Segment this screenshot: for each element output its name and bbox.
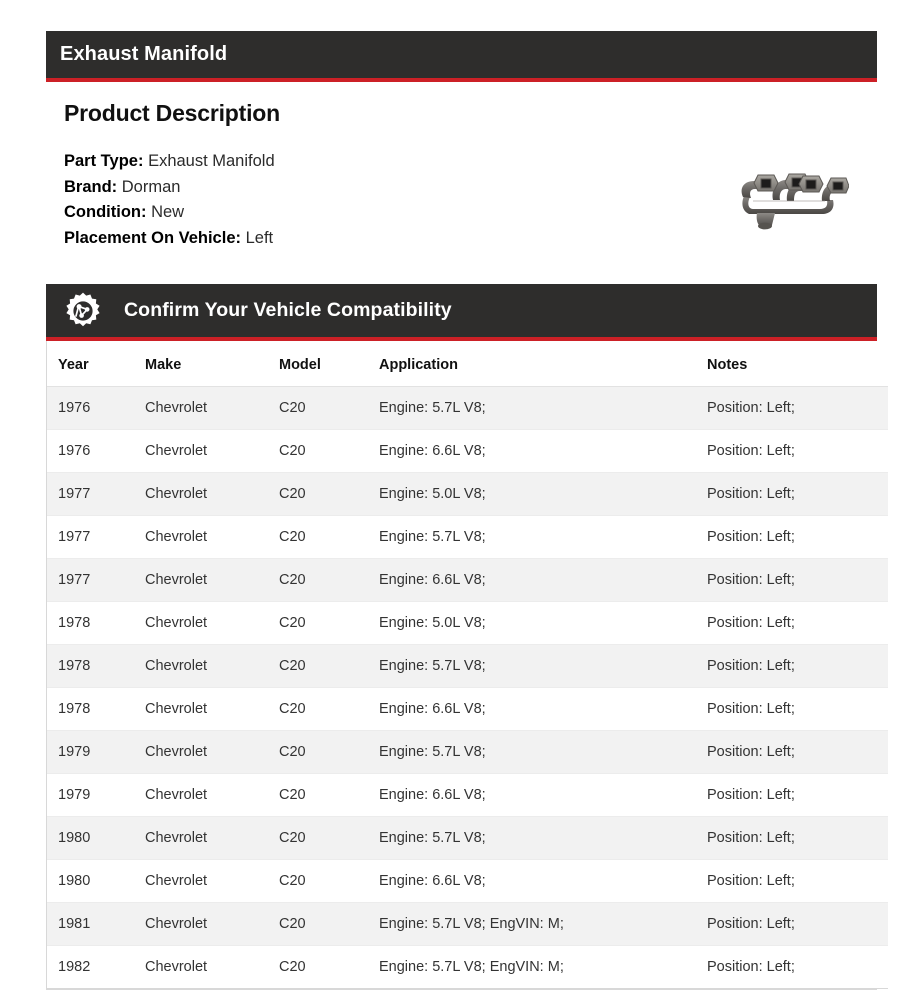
spec-value: Exhaust Manifold bbox=[148, 152, 275, 170]
cell-make: Chevrolet bbox=[145, 817, 279, 860]
cell-notes: Position: Left; bbox=[707, 903, 888, 946]
cell-make: Chevrolet bbox=[145, 903, 279, 946]
cell-notes: Position: Left; bbox=[707, 946, 888, 989]
table-row bbox=[47, 860, 888, 903]
spec-label: Condition: bbox=[64, 203, 147, 221]
cell-application: Engine: 6.6L V8; bbox=[379, 430, 707, 473]
cell-year: 1980 bbox=[47, 817, 145, 860]
cell-notes: Position: Left; bbox=[707, 731, 888, 774]
table-row bbox=[47, 731, 888, 774]
compatibility-header-bar bbox=[46, 284, 877, 341]
cell-notes: Position: Left; bbox=[707, 387, 888, 430]
table-row bbox=[47, 516, 888, 559]
cell-application: Engine: 5.7L V8; EngVIN: M; bbox=[379, 903, 707, 946]
cell-notes: Position: Left; bbox=[707, 860, 888, 903]
cell-year: 1981 bbox=[47, 903, 145, 946]
table-row bbox=[47, 473, 888, 516]
cell-year: 1979 bbox=[47, 731, 145, 774]
cell-notes: Position: Left; bbox=[707, 602, 888, 645]
cell-model: C20 bbox=[279, 688, 379, 731]
spec-value: New bbox=[151, 203, 185, 221]
cell-model: C20 bbox=[279, 731, 379, 774]
cell-make: Chevrolet bbox=[145, 602, 279, 645]
table-row bbox=[47, 430, 888, 473]
cell-model: C20 bbox=[279, 645, 379, 688]
cell-application: Engine: 5.7L V8; bbox=[379, 516, 707, 559]
cell-model: C20 bbox=[279, 387, 379, 430]
cell-model: C20 bbox=[279, 602, 379, 645]
table-row bbox=[47, 817, 888, 860]
cell-model: C20 bbox=[279, 860, 379, 903]
cell-model: C20 bbox=[279, 430, 379, 473]
table-row bbox=[47, 645, 888, 688]
cell-model: C20 bbox=[279, 817, 379, 860]
cell-year: 1977 bbox=[47, 516, 145, 559]
product-body bbox=[46, 82, 877, 270]
cell-notes: Position: Left; bbox=[707, 516, 888, 559]
cell-year: 1978 bbox=[47, 645, 145, 688]
cell-model: C20 bbox=[279, 946, 379, 989]
product-header-bar bbox=[46, 31, 877, 82]
cell-year: 1979 bbox=[47, 774, 145, 817]
column-header-year: Year bbox=[47, 341, 145, 387]
compatibility-table bbox=[47, 341, 888, 989]
spec-label: Brand: bbox=[64, 177, 118, 196]
cell-application: Engine: 6.6L V8; bbox=[379, 688, 707, 731]
table-row bbox=[47, 903, 888, 946]
cell-year: 1978 bbox=[47, 602, 145, 645]
cell-year: 1982 bbox=[47, 946, 145, 989]
column-header-application: Application bbox=[379, 341, 707, 387]
cell-year: 1977 bbox=[47, 473, 145, 516]
column-header-make: Make bbox=[145, 341, 279, 387]
cell-model: C20 bbox=[279, 774, 379, 817]
cell-year: 1976 bbox=[47, 387, 145, 430]
spec-label: Part Type: bbox=[64, 152, 144, 170]
cell-notes: Position: Left; bbox=[707, 430, 888, 473]
table-row bbox=[47, 559, 888, 602]
table-row bbox=[47, 946, 888, 989]
cell-model: C20 bbox=[279, 473, 379, 516]
cell-make: Chevrolet bbox=[145, 645, 279, 688]
cell-application: Engine: 6.6L V8; bbox=[379, 860, 707, 903]
spec-value: Left bbox=[245, 228, 274, 247]
cell-year: 1980 bbox=[47, 860, 145, 903]
cell-model: C20 bbox=[279, 516, 379, 559]
cell-application: Engine: 5.7L V8; bbox=[379, 645, 707, 688]
product-image bbox=[727, 170, 849, 232]
cell-make: Chevrolet bbox=[145, 946, 279, 989]
cell-application: Engine: 5.0L V8; bbox=[379, 473, 707, 516]
cell-application: Engine: 5.7L V8; bbox=[379, 817, 707, 860]
cell-year: 1976 bbox=[47, 430, 145, 473]
cell-make: Chevrolet bbox=[145, 731, 279, 774]
cell-model: C20 bbox=[279, 559, 379, 602]
spec-value: Dorman bbox=[121, 177, 181, 196]
cell-application: Engine: 6.6L V8; bbox=[379, 774, 707, 817]
cell-year: 1977 bbox=[47, 559, 145, 602]
table-header-row bbox=[47, 341, 888, 387]
cell-application: Engine: 5.7L V8; EngVIN: M; bbox=[379, 946, 707, 989]
table-row bbox=[47, 688, 888, 731]
cell-make: Chevrolet bbox=[145, 516, 279, 559]
spec-label: Placement On Vehicle: bbox=[64, 228, 241, 247]
cell-application: Engine: 6.6L V8; bbox=[379, 559, 707, 602]
cell-notes: Position: Left; bbox=[707, 473, 888, 516]
cell-notes: Position: Left; bbox=[707, 817, 888, 860]
cell-notes: Position: Left; bbox=[707, 688, 888, 731]
compatibility-title: Confirm Your Vehicle Compatibility bbox=[124, 299, 452, 321]
cell-application: Engine: 5.7L V8; bbox=[379, 731, 707, 774]
column-header-notes: Notes bbox=[707, 341, 888, 387]
cell-application: Engine: 5.0L V8; bbox=[379, 602, 707, 645]
cell-make: Chevrolet bbox=[145, 430, 279, 473]
table-row bbox=[47, 774, 888, 817]
table-body bbox=[47, 387, 888, 989]
product-title: Exhaust Manifold bbox=[60, 43, 228, 65]
cell-notes: Position: Left; bbox=[707, 559, 888, 602]
cell-model: C20 bbox=[279, 903, 379, 946]
exhaust-manifold-illustration bbox=[727, 170, 849, 232]
cell-application: Engine: 5.7L V8; bbox=[379, 387, 707, 430]
cell-notes: Position: Left; bbox=[707, 645, 888, 688]
cell-make: Chevrolet bbox=[145, 473, 279, 516]
table-header bbox=[47, 341, 888, 387]
cell-notes: Position: Left; bbox=[707, 774, 888, 817]
table-row bbox=[47, 602, 888, 645]
table-row bbox=[47, 387, 888, 430]
vehicle-compatibility-panel bbox=[46, 284, 877, 990]
cell-make: Chevrolet bbox=[145, 774, 279, 817]
cell-make: Chevrolet bbox=[145, 559, 279, 602]
cell-make: Chevrolet bbox=[145, 688, 279, 731]
column-header-model: Model bbox=[279, 341, 379, 387]
gear-wrench-icon bbox=[63, 291, 103, 331]
cell-year: 1978 bbox=[47, 688, 145, 731]
cell-make: Chevrolet bbox=[145, 387, 279, 430]
product-description-heading: Product Description bbox=[64, 100, 281, 126]
cell-make: Chevrolet bbox=[145, 860, 279, 903]
product-description-panel bbox=[46, 31, 877, 270]
